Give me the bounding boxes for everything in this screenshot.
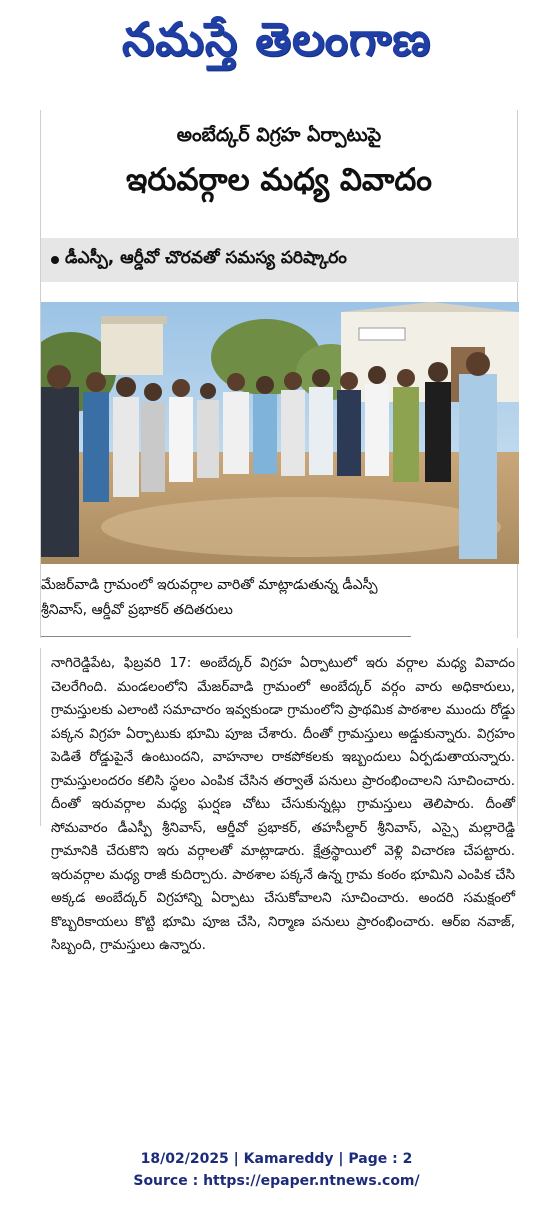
- subhead-text: డీఎస్పీ, ఆర్డీవో చొరవతో సమస్య పరిష్కారం: [65, 248, 347, 268]
- article-body: నాగిరెడ్డిపేట, ఫిబ్రవరి 17: అంబేద్కర్ విగ్రహ ఏర్పాటులో ఇరు వర్గాల మధ్య వివాదం చెలరేగింది. మండలంలోని మేజర్‌వాడి గ్రామంలో అంబేద్కర్ వర్గం వారు అధికారులు, గ్రామస్తులకు ఎలాంటి సమాచారం ఇవ్వకుండా గ్రామంలోని ప్రాథమిక పాఠశాల ముందు రోడ్డు పక్కన విగ్రహ ఏర్పాటుకు భూమి పూజ చేశారు. దీంతో గ్రామస్తులు అడ్డుకున్నారు. విగ్రహం పెడితే రోడ్డుపైనే ఉంటుందని, వాహనాల రాకపోకలకు ఇబ్బందులు ఏర్పడుతాయన్నారు. గ్రామస్తులందరం కలిసి స్థలం ఎంపిక చేసిన తర్వాతే పనులు ప్రారంభించాలని సూచించారు. దీంతో ఇరువర్గాల మధ్య ఘర్షణ చోటు చేసుకున్నట్లు గ్రామస్తులు తెలిపారు. దీంతో సోమవారం డీఎస్పీ శ్రీనివాస్, ఆర్డీవో ప్రభాకర్, తహసీల్దార్ శ్రీనివాస్, ఎస్సై మల్లారెడ్డి గ్రామానికి చేరుకొని ఇరు వర్గాలతో మాట్లాడారు. క్షేత్రస్థాయిలో వెళ్లి విచారణ చేపట్టారు. ఇరువర్గాల మధ్య రాజీ కుదిర్చారు. పాఠశాల పక్కనే ఉన్న గ్రామ కంఠం భూమిని ఎంపిక చేసి అక్కడ అంబేద్కర్ విగ్రహాన్ని ఏర్పాటు చేసుకోవాలని సూచించారు. అందరి సమక్షంలో కొబ్బరికాయలు కొట్టి భూమి పూజ చేసి, నిర్మాణ పనులు ప్రారంభించారు. ఆర్ఐ నవాజ్, సిబ్బంది, గ్రామస్తులు ఉన్నారు.: [51, 655, 515, 953]
- article-subhead: [41, 238, 519, 282]
- newspaper-logo: నమస్తే తెలంగాణ: [121, 12, 432, 66]
- photo-illustration: [41, 302, 519, 564]
- bullet-icon: [51, 256, 59, 264]
- page-footer: [0, 1148, 553, 1192]
- photo-caption: మేజర్‌వాడి గ్రామంలో ఇరువర్గాల వారితో మాట్లాడుతున్న డీఎస్పీ శ్రీనివాస్, ఆర్డీవో ప్రభాకర్ తదితరులు: [41, 577, 378, 618]
- source-link[interactable]: Source : https://epaper.ntnews.com/: [133, 1173, 420, 1189]
- masthead: [0, 0, 553, 90]
- article-headline: ఇరువర్గాల మధ్య వివాదం: [126, 162, 432, 198]
- article-body-box: [40, 648, 518, 953]
- caption-divider: [41, 636, 411, 637]
- article-kicker: అంబేద్కర్ విగ్రహ ఏర్పాటుపై: [176, 124, 382, 146]
- edition-info: 18/02/2025 | Kamareddy | Page : 2: [140, 1151, 413, 1167]
- news-clipping: [40, 110, 518, 638]
- news-photo: [41, 302, 519, 564]
